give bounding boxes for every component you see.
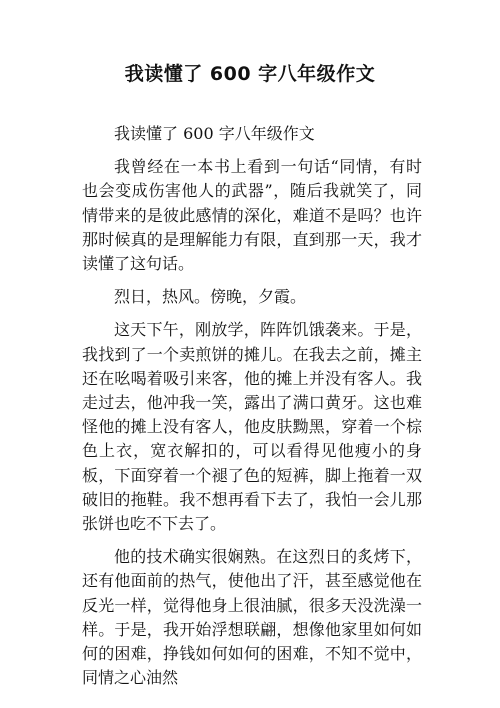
paragraph-3: 这天下午，刚放学，阵阵饥饿袭来。于是，我找到了一个卖煎饼的摊儿。在我去之前，摊主还在吆喝着吸引来客，他的摊上并没有客人。我走过去，他冲我一笑，露出了满口黄牙。这也难怪他的摊上没有客人，他皮肤黝黑，穿着一个棕色上衣，宽衣解扣的，可以看得见他瘦小的身板，下面穿着一个褪了色的短裤，脚上拖着一双破旧的拖鞋。我不想再看下去了，我怕一会儿那张饼也吃不下去了。 <box>82 320 422 534</box>
paragraph-subtitle: 我读懂了 600 字八年级作文 <box>114 124 315 143</box>
paragraph-1: 我曾经在一本书上看到一句话“同情，有时也会变成伤害他人的武器”，随后我就笑了，同情带来的是彼此感情的深化，难道不是吗？也许那时候真的是理解能力有限，直到那一天，我才读懂了这句话。 <box>82 157 422 274</box>
article-body <box>82 122 422 690</box>
paragraph-4: 他的技术确实很娴熟。在这烈日的炙烤下，还有他面前的热气，使他出了汗，甚至感觉他在反光一样，觉得他身上很油腻，很多天没洗澡一样。于是，我开始浮想联翩，想像他家里如何如何的困难，挣钱如何如何的困难，不知不觉中，同情之心油然 <box>82 547 422 688</box>
page-title: 我读懂了 600 字八年级作文 <box>124 63 376 85</box>
paragraph-2: 烈日，热风。傍晚，夕霞。 <box>114 287 307 307</box>
